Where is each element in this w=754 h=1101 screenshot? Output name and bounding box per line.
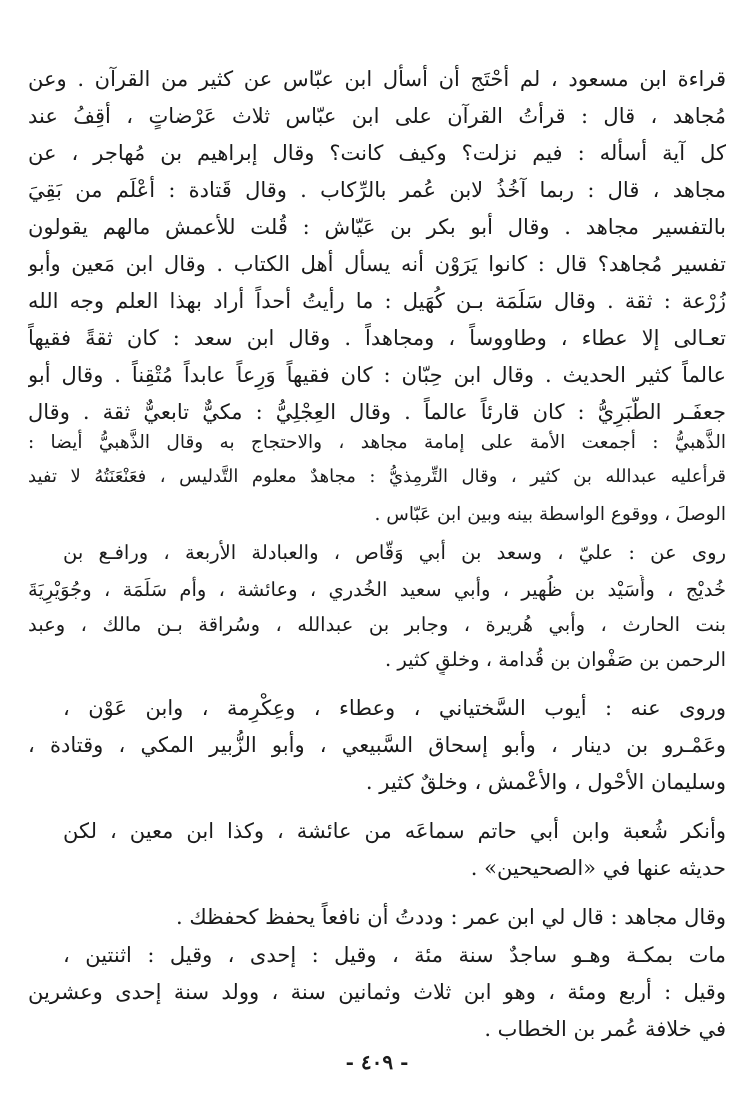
text-line: روى عن : عليّ ، وسعد بن أبي وَقّاص ، والعبادلة الأربعة ، ورافـع بن xyxy=(63,541,726,564)
text-line: الرحمن بن صَفْوان بن قُدامة ، وخلقٍ كثير . xyxy=(384,648,726,671)
text-line: وروى عنه : أيوب السَّختياني ، وعطاء ، وعِكْرِمة ، وابن عَوْن ، xyxy=(63,696,726,720)
text-line: قرأعليه عبدالله بن كثير ، وقال التِّرمِذيُّ : مجاهدٌ معلوم التَّدليس ، فعَنْعَنَتُهُ لا تفيد xyxy=(28,466,726,487)
text-line: وقيل : أربع ومئة ، وهو ابن ثلاث وثمانين سنة ، وولد سنة إحدى وعشرين xyxy=(28,980,726,1004)
text-line: عالماً كثير الحديث . وقال ابن حِبّان : كان فقيهاً وَرِعاً عابداً مُتْقِناً . وقال أبو xyxy=(28,363,726,387)
text-line: قراءة ابن مسعود ، لم أحْتَج أن أسأل ابن عبّاس عن كثير من القرآن . وعن xyxy=(28,67,726,91)
text-line: حديثه عنها في «الصحيحين» . xyxy=(470,856,726,880)
text-line: كل آية أسأله : فيم نزلت؟ وكيف كانت؟ وقال إبراهيم بن مُهاجر ، عن xyxy=(28,141,726,165)
text-line: جعفَـر الطَّبَرِيُّ : كان قارئاً عالماً . وقال العِجْلِيُّ : مكيٌّ تابعيٌّ ثقة . وقال xyxy=(28,400,726,424)
text-line: الذَّهبيُّ : أجمعت الأمة على إمامة مجاهد ، والاحتجاج به وقال الذَّهبيُّ أيضا : xyxy=(28,432,726,453)
page-number: - ٤٠٩ - xyxy=(345,1050,409,1074)
text-line: تفسير مُجاهد؟ قال : كانوا يَرَوْن أنه يسأل أهل الكتاب . وقال ابن مَعين وأبو xyxy=(28,252,726,276)
text-line: تعـالى إلا عطاء ، وطاووساً ، ومجاهداً . وقال ابن سعد : كان ثقةً فقيهاً xyxy=(28,326,726,350)
text-line: الوصلَ ، ووقوع الواسطة بينه وبين ابن عَبّاس . xyxy=(374,504,726,525)
text-line: في خلافة عُمر بن الخطاب . xyxy=(484,1017,726,1041)
text-line: وأنكر شُعبة وابن أبي حاتم سماعَه من عائشة ، وكذا ابن معين ، لكن xyxy=(63,819,726,843)
text-line: مُجاهد ، قال : قرأتُ القرآن على ابن عبّاس ثلاث عَرْضاتٍ ، أقِفُ عند xyxy=(28,104,726,128)
text-line: مجاهد ، قال : ربما آخُذُ لابن عُمر بالرِّكاب . وقال قَتادة : أعْلَم من بَقِيَ xyxy=(28,178,726,202)
text-line: وسليمان الأحْول ، والأعْمش ، وخلقٌ كثير . xyxy=(365,770,726,794)
text-line: وقال مجاهد : قال لي ابن عمر : وددتُ أن نافعاً يحفظ كحفظك . xyxy=(176,905,726,929)
text-line: مات بمكـة وهـو ساجدٌ سنة مئة ، وقيل : إحدى ، وقيل : اثنتين ، xyxy=(63,943,726,967)
text-line: زُرْعة : ثقة . وقال سَلَمَة بـن كُهَيل : ما رأيتُ أحداً أراد بهذا العلم وجه الله xyxy=(28,289,726,313)
text-line: بالتفسير مجاهد . وقال أبو بكر بن عَيّاش : قُلت للأعمش مالهم يقولون xyxy=(28,215,726,239)
text-line: خُديْج ، وأُسَيْد بن ظُهير ، وأبي سعيد الخُدري ، وعائشة ، وأم سَلَمَة ، وجُوَيْرِيَةَ xyxy=(28,578,726,601)
text-line: بنت الحارث ، وأبي هُريرة ، وجابر بن عبدالله ، وسُراقة بـن مالك ، وعبد xyxy=(28,613,726,636)
text-line: وعَمْـرو بن دينار ، وأبو إسحاق السَّبيعي ، وأبو الزُّبير المكي ، وقتادة ، xyxy=(28,733,726,757)
